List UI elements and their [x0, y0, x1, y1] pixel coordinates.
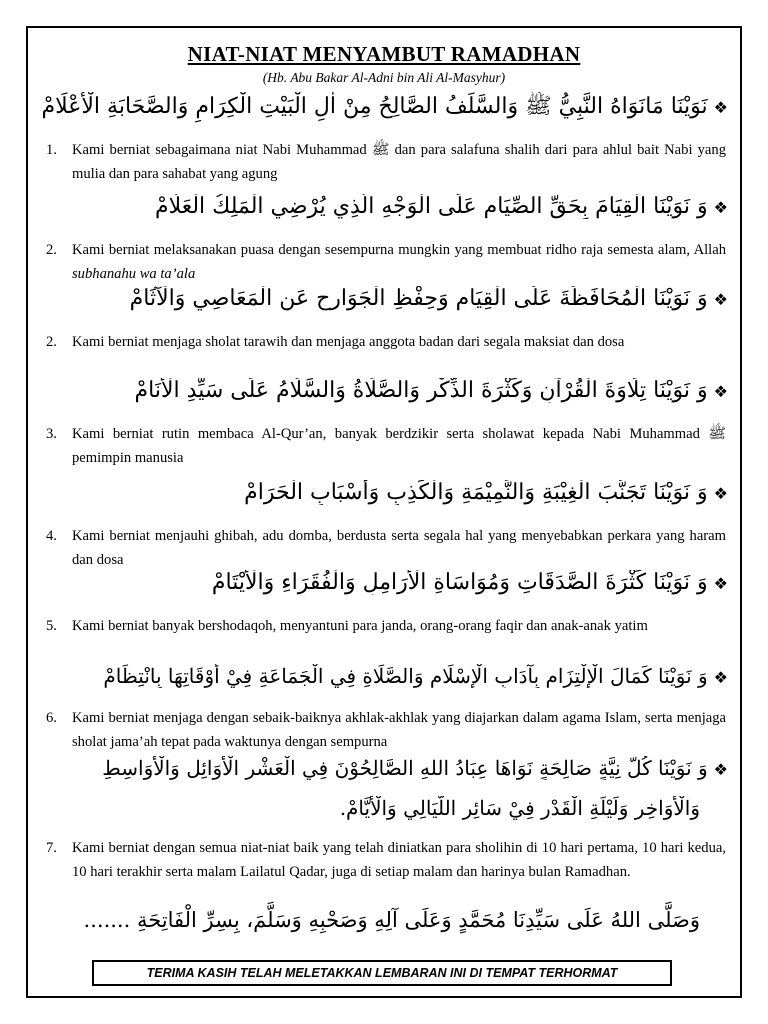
arabic-text: وَ نَوَيْنَا كُلَّ نِيَّةٍ صَالِحَةٍ نَوَاهَا عِبَادُ اللهِ الصَّالِحُوْنَ فِي الْعَشْرِ الْأَوَائِلِ وَالْأَوَاسِطِ — [102, 756, 708, 780]
arabic-line-5 — [42, 570, 728, 595]
item-text: Kami berniat sebagaimana niat Nabi Muhammad ﷺ dan para salafuna shalih dari para ahlul bait Nabi yang mulia dan para sahabat yang agung — [72, 142, 726, 182]
diamond-bullet-icon: ❖ — [713, 668, 728, 687]
diamond-bullet-icon: ❖ — [713, 98, 728, 117]
arabic-text: وَالْأَوَاخِرِ وَلَيْلَةِ الْقَدْرِ فِيْ سَائِرِ اللَّيَالِي وَالْأَيَّامْ. — [339, 796, 700, 820]
arabic-line-4 — [42, 480, 728, 505]
arabic-line-1 — [42, 194, 728, 219]
footer-notice: TERIMA KASIH TELAH MELETAKKAN LEMBARAN INI DI TEMPAT TERHORMAT — [92, 960, 672, 986]
diamond-bullet-icon: ❖ — [713, 382, 728, 401]
arabic-line-7 — [42, 756, 728, 780]
arabic-text: وَ نَوَيْنَا كَثْرَةَ الصَّدَقَاتِ وَمُوَاسَاةِ الْأَرَامِلِ وَالْفُقَرَاءِ وَالْأَيْتَامْ — [211, 570, 708, 595]
closing-arabic: وَصَلَّى اللهُ عَلَى سَيِّدِنَا مُحَمَّدٍ وَعَلَى آلِهِ وَصَحْبِهِ وَسَلَّمَ، بِسِرِّ الْفَاتِحَةِ ....... — [83, 908, 700, 932]
arabic-text: وَ نَوَيْنَا كَمَالَ الْإِلْتِزَامِ بِآدَابِ الْإِسْلَامِ وَالصَّلَاةِ فِي الْجَمَاعَةِ فِيْ أَوْقَاتِهَا بِانْتِظَامْ — [103, 664, 708, 688]
page-title: NIAT-NIAT MENYAMBUT RAMADHAN — [187, 42, 581, 66]
intro-arabic-line — [42, 92, 728, 124]
list-item-3 — [46, 330, 726, 354]
arabic-text: وَ نَوَيْنَا الْقِيَامَ بِحَقِّ الصِّيَامِ عَلَى الْوَجْهِ الَّذِي يُرْضِي الْمَلِكُ الْعَلَّامْ — [154, 194, 708, 219]
item-number: 2. — [46, 242, 57, 258]
item-number: 5. — [46, 618, 57, 634]
item-text: Kami berniat banyak bershodaqoh, menyantuni para janda, orang-orang faqir dan anak-anak yatim — [72, 618, 648, 634]
arabic-text: وَ نَوَيْنَا تَجَنُّبَ الْغِيْبَةِ وَالنَّمِيْمَةِ وَالْكَذِبِ وَأَسْبَابِ الْحَرَامْ — [244, 480, 708, 505]
list-item-2 — [46, 238, 726, 286]
item-number: 2. — [46, 334, 57, 350]
list-item-7 — [46, 706, 726, 754]
item-text: Kami berniat menjauhi ghibah, adu domba, berdusta serta segala hal yang menyebabkan perkara yang haram dan dosa — [72, 528, 726, 568]
arabic-text: وَ نَوَيْنَا تِلَاوَةَ الْقُرْآنِ وَكَثْرَةَ الذِّكْرِ وَالصَّلَاةُ وَالسَّلَامُ عَلَى سَيِّدِ الْأَنَامْ — [134, 378, 708, 403]
item-number: 1. — [46, 142, 57, 158]
list-item-8 — [46, 836, 726, 884]
diamond-bullet-icon: ❖ — [713, 760, 728, 779]
item-number: 3. — [46, 426, 57, 442]
arabic-line-7-continued — [42, 796, 700, 820]
item-number: 6. — [46, 710, 57, 726]
arabic-text: نَوَيْنَا مَانَوَاهُ النَّبِيُّ ﷺ وَالسَّلَفُ الصَّالِحُ مِنْ اٰلِ الْبَيْتِ الْكِرَامِ وَالصَّحَابَةِ الْأَعْلَامْ — [42, 94, 708, 119]
item-text: Kami berniat melaksanakan puasa dengan sesempurna mungkin yang membuat ridho raja semesta alam, Allah subhanahu wa ta’ala — [72, 242, 726, 282]
item-number: 7. — [46, 840, 57, 856]
arabic-text: وَ نَوَيْنَا الْمُحَافَظَةَ عَلَى الْقِيَامِ وَحِفْظِ الْجَوَارِحِ عَنِ الْمَعَاصِي وَالْآثَامْ — [129, 286, 708, 311]
list-item-4 — [46, 422, 726, 470]
document-page — [26, 26, 742, 998]
diamond-bullet-icon: ❖ — [713, 198, 728, 217]
page-subtitle: (Hb. Abu Bakar Al-Adni bin Ali Al-Masyhur) — [262, 70, 506, 85]
diamond-bullet-icon: ❖ — [713, 290, 728, 309]
item-text: Kami berniat menjaga sholat tarawih dan menjaga anggota badan dari segala maksiat dan dosa — [72, 334, 625, 350]
item-text: Kami berniat rutin membaca Al-Qur’an, banyak berdzikir serta sholawat kepada Nabi Muhammad ﷺ pemimpin manusia — [72, 426, 726, 466]
list-item-6 — [46, 614, 726, 638]
item-text: Kami berniat dengan semua niat-niat baik yang telah diniatkan para sholihin di 10 hari pertama, 10 hari kedua, 10 hari terakhir serta malam Lailatul Qadar, juga di setiap malam dan harinya bulan Ramadhan. — [72, 840, 726, 880]
arabic-line-2 — [42, 286, 728, 311]
item-number: 4. — [46, 528, 57, 544]
diamond-bullet-icon: ❖ — [713, 574, 728, 593]
arabic-line-3 — [42, 378, 728, 403]
item-text: Kami berniat menjaga dengan sebaik-baiknya akhlak-akhlak yang diajarkan dalam agama Islam, serta menjaga sholat jama’ah tepat pada waktunya dengan sempurna — [72, 710, 726, 750]
arabic-line-6 — [42, 664, 728, 688]
diamond-bullet-icon: ❖ — [713, 484, 728, 503]
list-item-5 — [46, 524, 726, 572]
list-item-1 — [46, 138, 726, 186]
